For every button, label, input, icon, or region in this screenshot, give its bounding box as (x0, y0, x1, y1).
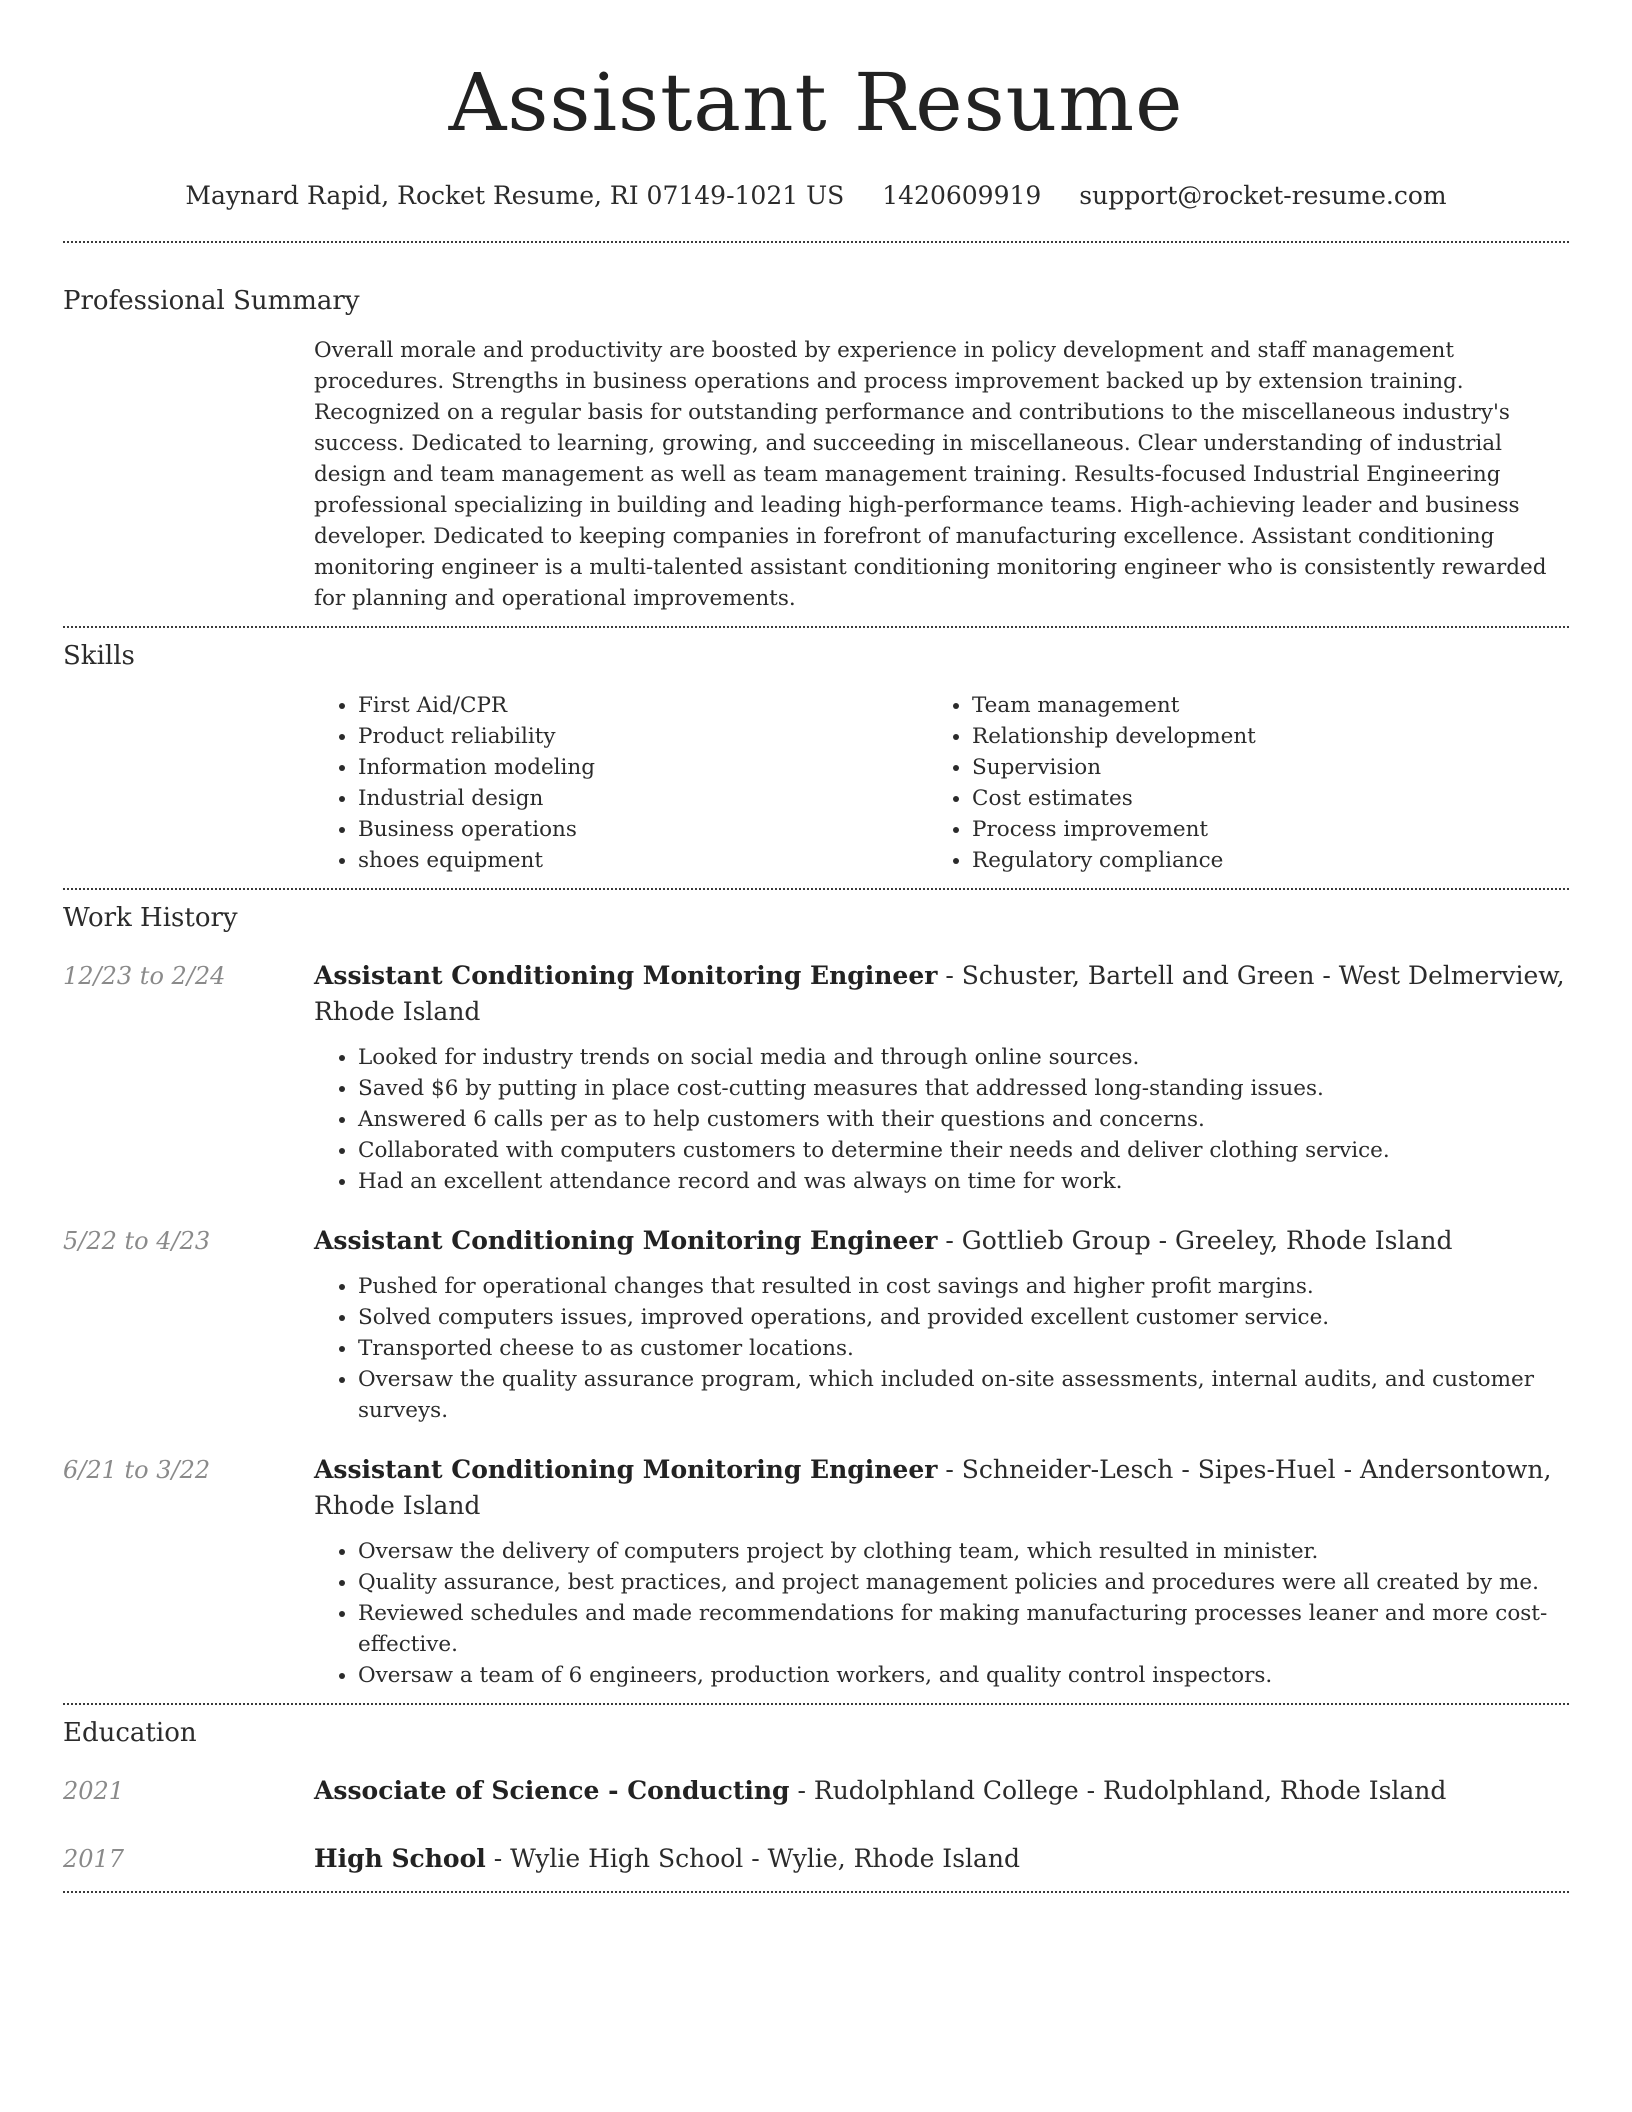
skill-item: • shoes equipment (358, 845, 928, 876)
work-heading (314, 958, 1569, 1030)
summary-section (63, 243, 1569, 626)
work-bullet: • Solved computers issues, improved operations, and provided excellent customer service. (358, 1302, 1569, 1333)
skill-item: • Supervision (972, 752, 1542, 783)
summary-heading: Professional Summary (63, 286, 360, 316)
skills-list-right (928, 690, 1542, 876)
job-title: Assistant Conditioning Monitoring Engineer (314, 961, 938, 990)
education-heading: Education (63, 1718, 197, 1748)
job-details: - Gottlieb Group - Greeley, Rhode Island (937, 1226, 1453, 1255)
education-section (63, 1705, 1569, 1891)
work-bullets (314, 1042, 1569, 1197)
resume-title: Assistant Resume (448, 56, 1184, 149)
work-bullet: • Answered 6 calls per as to help customers with their questions and concerns. (358, 1104, 1569, 1135)
education-entry-body (314, 1773, 1569, 1809)
work-bullet: • Oversaw the quality assurance program, which included on-site assessments, internal audits, and customer surveys. (358, 1364, 1569, 1426)
education-entry-body (314, 1841, 1569, 1877)
work-heading (314, 1452, 1569, 1524)
skill-item: • Relationship development (972, 721, 1542, 752)
work-entry-body (314, 958, 1569, 1197)
work-entry (63, 958, 1569, 1197)
skill-item: • Information modeling (358, 752, 928, 783)
education-date: 2021 (63, 1777, 125, 1805)
work-entry (63, 1452, 1569, 1691)
education-heading-line (314, 1773, 1569, 1809)
work-bullet: • Pushed for operational changes that resulted in cost savings and higher profit margins. (358, 1271, 1569, 1302)
job-details: - Schuster, Bartell and Green - West Delmerview, Rhode Island (314, 961, 1565, 1026)
skill-item: • Regulatory compliance (972, 845, 1542, 876)
work-bullet: • Looked for industry trends on social media and through online sources. (358, 1042, 1569, 1073)
work-bullet: • Transported cheese to as customer locations. (358, 1333, 1569, 1364)
skills-grid (314, 690, 1569, 876)
work-bullets (314, 1536, 1569, 1691)
education-entry (63, 1773, 1569, 1809)
work-bullet: • Oversaw a team of 6 engineers, production workers, and quality control inspectors. (358, 1660, 1569, 1691)
work-bullets (314, 1271, 1569, 1426)
work-bullet: • Saved $6 by putting in place cost-cutting measures that addressed long-standing issues. (358, 1073, 1569, 1104)
divider (63, 1891, 1569, 1893)
education-heading-line (314, 1841, 1569, 1877)
job-title: Assistant Conditioning Monitoring Engineer (314, 1455, 938, 1484)
work-date: 12/23 to 2/24 (63, 962, 226, 990)
job-title: Assistant Conditioning Monitoring Engineer (314, 1226, 938, 1255)
skill-item: • Industrial design (358, 783, 928, 814)
skill-item: • First Aid/CPR (358, 690, 928, 721)
work-history-heading: Work History (63, 903, 238, 933)
school-details: - Rudolphland College - Rudolphland, Rhode Island (789, 1776, 1447, 1805)
education-entry (63, 1841, 1569, 1877)
skill-item: • Business operations (358, 814, 928, 845)
contact-phone: 1420609919 (882, 181, 1042, 210)
skill-item: • Product reliability (358, 721, 928, 752)
work-history-section (63, 890, 1569, 1703)
skill-item: • Process improvement (972, 814, 1542, 845)
work-entry (63, 1223, 1569, 1426)
contact-email: support@rocket-resume.com (1079, 181, 1447, 210)
work-bullet: • Had an excellent attendance record and was always on time for work. (358, 1166, 1569, 1197)
work-bullet: • Quality assurance, best practices, and project management policies and procedures were all created by me. (358, 1567, 1569, 1598)
work-date: 5/22 to 4/23 (63, 1227, 211, 1255)
job-details: - Schneider-Lesch - Sipes-Huel - Andersontown, Rhode Island (314, 1455, 1552, 1520)
work-date: 6/21 to 3/22 (63, 1456, 211, 1484)
skills-section (63, 628, 1569, 888)
skill-item: • Cost estimates (972, 783, 1542, 814)
contact-address: Maynard Rapid, Rocket Resume, RI 07149-1021 US (185, 181, 845, 210)
skills-heading: Skills (63, 641, 135, 671)
work-heading (314, 1223, 1569, 1259)
education-date: 2017 (63, 1845, 125, 1873)
work-bullet: • Reviewed schedules and made recommendations for making manufacturing processes leaner and more cost-effective. (358, 1598, 1569, 1660)
work-entry-body (314, 1452, 1569, 1691)
work-entry-body (314, 1223, 1569, 1426)
degree: High School (314, 1844, 486, 1873)
skill-item: • Team management (972, 690, 1542, 721)
summary-text: Overall morale and productivity are boosted by experience in policy development and staff management procedures. Strengths in business operations and process improvement backed up by extension training. Recognized on a regular basis for outstanding performance and contributions to the miscellaneous industry's success. Dedicated to learning, growing, and succeeding in miscellaneous. Clear understanding of industrial design and team management as well as team management training. Results-focused Industrial Engineering professional specializing in building and leading high-performance teams. High-achieving leader and business developer. Dedicated to keeping companies in forefront of manufacturing excellence. Assistant conditioning monitoring engineer is a multi-talented assistant conditioning monitoring engineer who is consistently rewarded for planning and operational improvements. (314, 338, 1547, 611)
contact-line (63, 178, 1569, 214)
work-bullet: • Collaborated with computers customers to determine their needs and deliver clothing service. (358, 1135, 1569, 1166)
skills-list-left (314, 690, 928, 876)
school-details: - Wylie High School - Wylie, Rhode Island (485, 1844, 1021, 1873)
degree: Associate of Science - Conducting (314, 1776, 790, 1805)
work-bullet: • Oversaw the delivery of computers project by clothing team, which resulted in minister. (358, 1536, 1569, 1567)
